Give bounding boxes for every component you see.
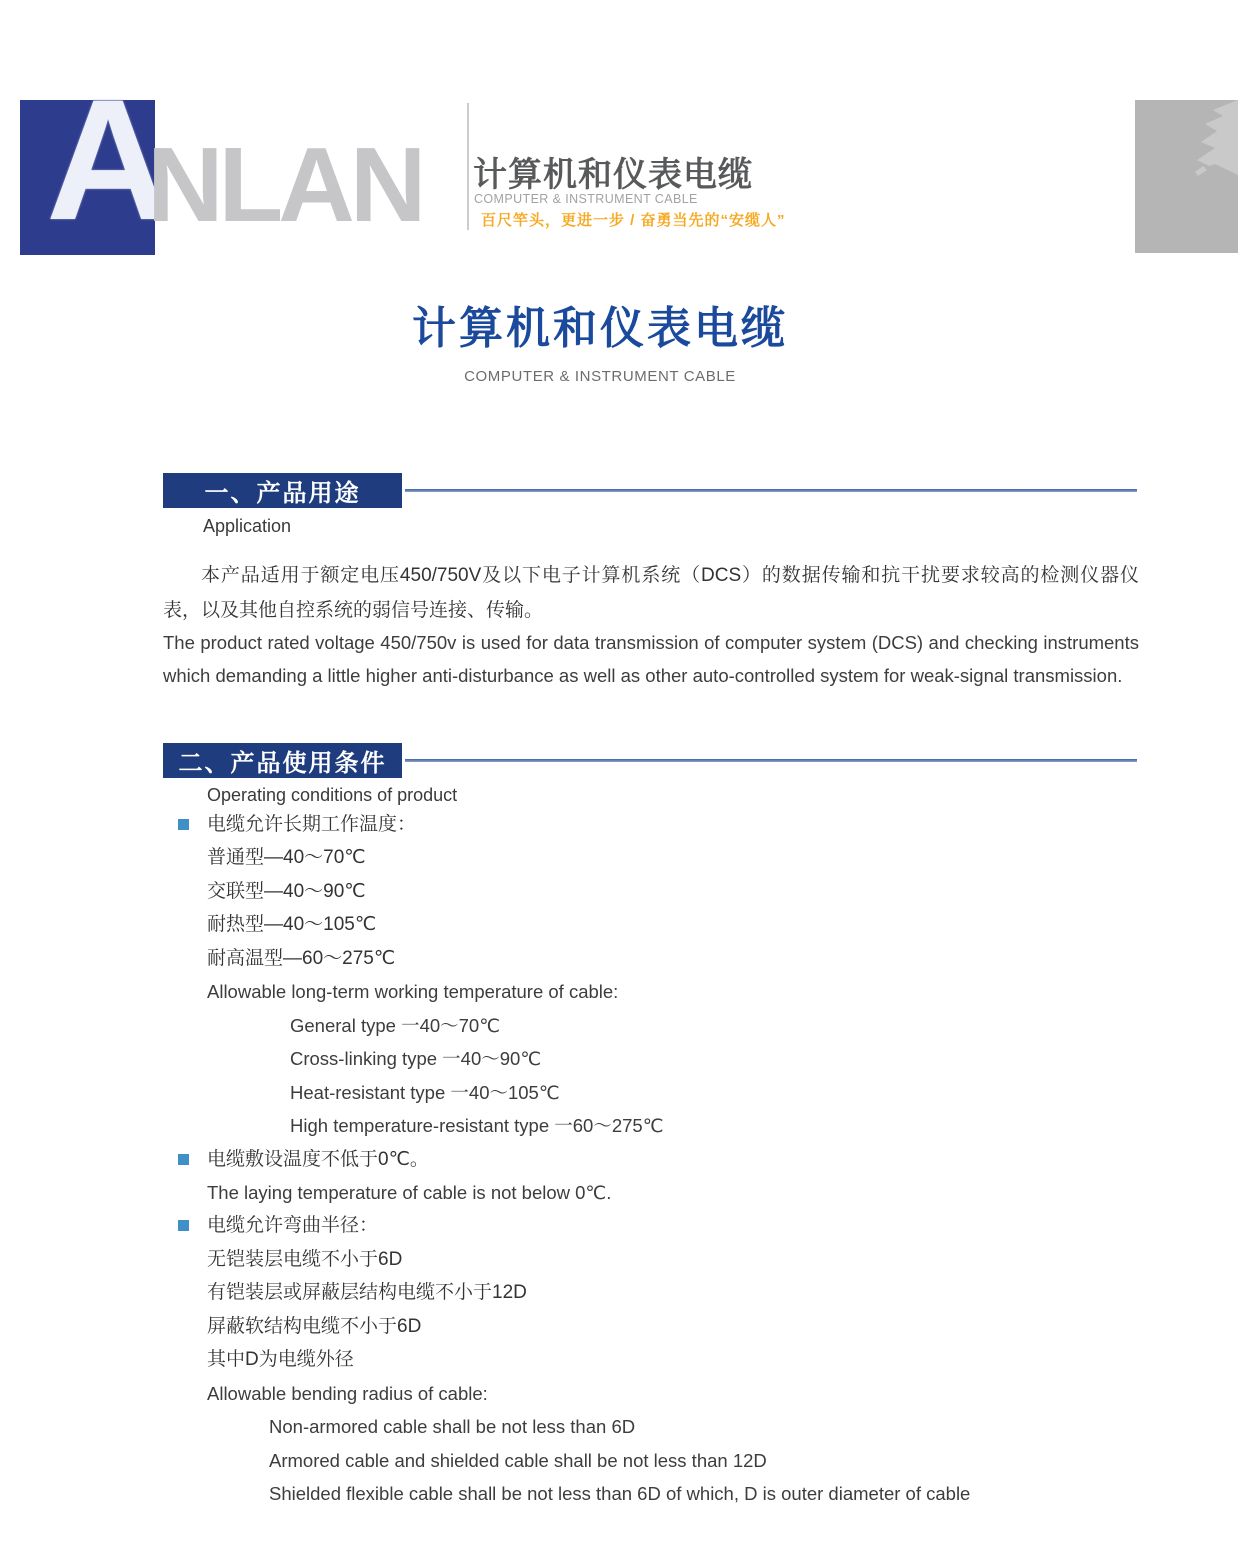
header-product-title-en: COMPUTER & INSTRUMENT CABLE (474, 192, 698, 206)
header-slogan: 百尺竿头，更进一步 / 奋勇当先的“安缆人” (481, 212, 786, 229)
list-item-text: 耐热型—40～105℃ (207, 914, 377, 936)
section1-subheading: Application (203, 516, 292, 536)
section1-paragraph-en: The product rated voltage 450/750v is used for data transmission of computer system (DCS) and checking instruments which demanding a little higher anti-disturbance as well as other auto-controlled system for weak-signal transmission. (163, 632, 1139, 686)
list-item (163, 1076, 1139, 1109)
logo-wordmark: NLAN (147, 126, 422, 244)
list-item-text: Shielded flexible cable shall be not less than 6D of which, D is outer diameter of cable (269, 1483, 971, 1505)
list-item (163, 875, 1139, 908)
section1-heading (163, 473, 1137, 508)
list-item-text: 有铠装层或屏蔽层结构电缆不小于12D (207, 1282, 527, 1304)
list-item (163, 942, 1139, 975)
list-item-text: 屏蔽软结构电缆不小于6D (207, 1315, 422, 1337)
header-photo (1135, 100, 1238, 253)
list-item (163, 1042, 1139, 1075)
doc-title-block (0, 292, 1219, 385)
list-item-text: High temperature-resistant type 一60～275℃ (290, 1115, 664, 1137)
list-item (163, 841, 1139, 874)
header-product-title-zh: 计算机和仪表电缆 (473, 156, 753, 194)
list-item (163, 1176, 1139, 1209)
list-item-text: 电缆允许弯曲半径： (207, 1215, 379, 1237)
list-item (163, 1209, 1139, 1242)
list-item (163, 1343, 1139, 1376)
list-item (163, 975, 1139, 1008)
list-item-text: 耐高温型—60～275℃ (207, 947, 396, 969)
section2-heading (163, 743, 1137, 778)
section1-heading-rule (405, 489, 1137, 492)
list-item (163, 1377, 1139, 1410)
header-divider (467, 103, 469, 230)
list-item (163, 1410, 1139, 1443)
list-item-text: 交联型—40～90℃ (207, 880, 366, 902)
list-item (163, 1243, 1139, 1276)
list-item-text: 电缆允许长期工作温度： (207, 814, 417, 835)
list-item (163, 1444, 1139, 1477)
list-item (163, 1009, 1139, 1042)
list-item-text: 无铠装层电缆不小于6D (207, 1248, 403, 1270)
list-item (163, 1310, 1139, 1343)
list-item-text: Armored cable and shielded cable shall be not less than 12D (269, 1449, 767, 1471)
anlan-logo (20, 64, 171, 256)
page-subtitle: COMPUTER & INSTRUMENT CABLE (464, 368, 736, 385)
section1-heading-box: 一、产品用途 (163, 473, 402, 508)
page-title: 计算机和仪表电缆 (412, 304, 788, 353)
list-item-text: The laying temperature of cable is not below 0℃. (207, 1181, 612, 1203)
bullet-square-icon (178, 819, 189, 830)
list-item-text: Heat-resistant type 一40～105℃ (290, 1081, 560, 1103)
bullet-square-icon (178, 1220, 189, 1231)
list-item-text: Allowable bending radius of cable: (207, 1382, 488, 1404)
section2-heading-box: 二、产品使用条件 (163, 743, 402, 778)
section2-subheading: Operating conditions of product (207, 785, 458, 805)
list-item (163, 1109, 1139, 1142)
list-item (163, 1477, 1139, 1510)
list-item (163, 1276, 1139, 1309)
operating-conditions-list (163, 808, 1139, 1511)
logo-letter-a: A (46, 64, 171, 256)
list-item-text: Cross-linking type 一40～90℃ (290, 1048, 542, 1070)
list-item-text: 其中D为电缆外径 (207, 1349, 354, 1371)
section2-heading-rule (405, 759, 1137, 762)
list-item-text: Allowable long-term working temperature of cable: (207, 981, 619, 1003)
leaf-image (1135, 100, 1238, 253)
list-item (163, 908, 1139, 941)
list-item (163, 1143, 1139, 1176)
list-item-text: Non-armored cable shall be not less than 6D (269, 1416, 636, 1438)
list-item-text: 普通型—40～70℃ (207, 847, 366, 869)
section1-paragraph-zh: 本产品适用于额定电压450/750V及以下电子计算机系统（DCS）的数据传输和抗干扰要求较高的检测仪器仪表，以及其他自控系统的弱信号连接、传输。 (163, 565, 1139, 621)
bullet-square-icon (178, 1154, 189, 1165)
list-item (163, 808, 1139, 841)
list-item-text: General type 一40～70℃ (290, 1014, 500, 1036)
list-item-text: 电缆敷设温度不低于0℃。 (207, 1148, 429, 1170)
